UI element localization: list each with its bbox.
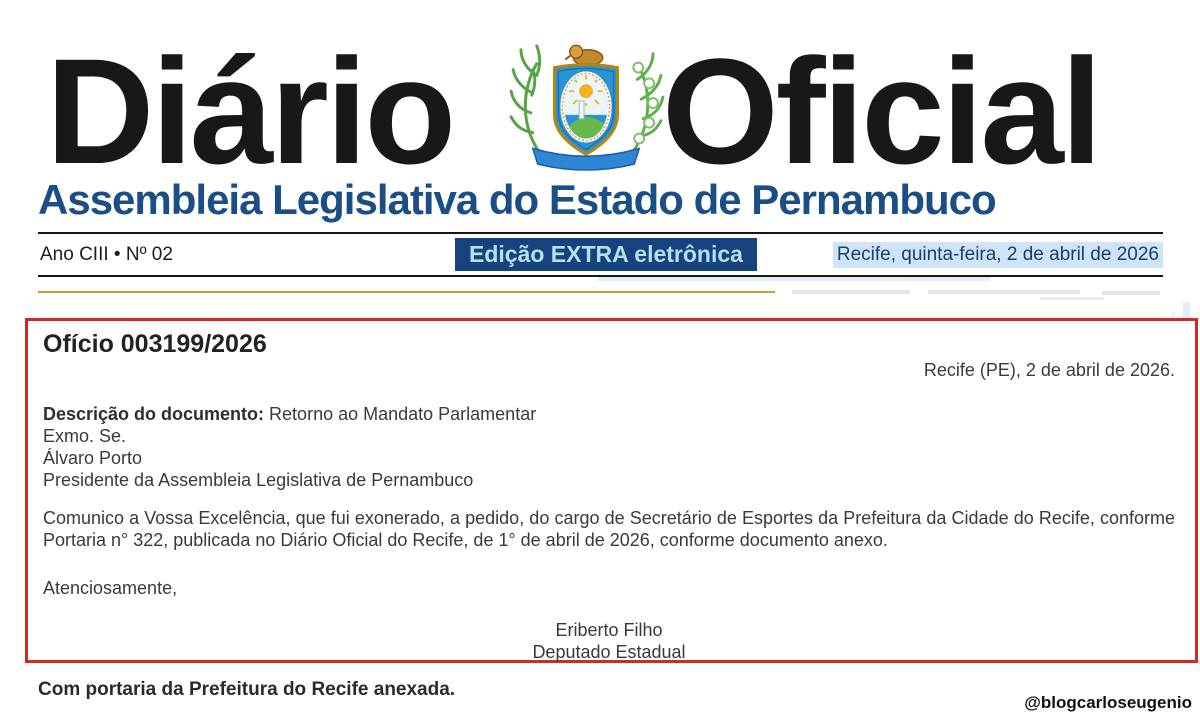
masthead-title-diario: Diário	[46, 27, 454, 195]
signature-block	[43, 619, 1175, 663]
description-line	[43, 403, 1175, 425]
masthead-title-oficial: Oficial	[662, 27, 1100, 195]
pernambuco-coat-of-arms-icon	[506, 36, 666, 174]
edition-badge: Edição EXTRA eletrônica	[455, 238, 757, 271]
background-artifact	[1040, 297, 1104, 300]
oficio-title: Ofício 003199/2026	[43, 330, 267, 358]
recipient-line: Exmo. Se.	[43, 426, 127, 446]
edition-info-bar	[38, 232, 1163, 277]
oficio-document-frame	[25, 318, 1198, 663]
oficio-body-paragraph: Comunico a Vossa Excelência, que fui exonerado, a pedido, do cargo de Secretário de Esportes da Prefeitura da Cidade do Recife, conforme Portaria n° 322, publicada no Diário Oficial do Recife, de 1° de abril de 2026, conforme documento anexo.	[43, 508, 1175, 550]
description-value: Retorno ao Mandato Parlamentar	[264, 404, 537, 424]
background-artifact	[1102, 291, 1160, 295]
attachment-note: Com portaria da Prefeitura do Recife anexada.	[38, 679, 456, 700]
recipient-line: Álvaro Porto	[43, 448, 143, 468]
recipient-line: Presidente da Assembleia Legislativa de Pernambuco	[43, 470, 474, 490]
blog-credit-handle: @blogcarloseugenio	[1024, 693, 1192, 712]
signature-title: Deputado Estadual	[532, 642, 686, 662]
recipient-block	[43, 425, 1175, 491]
signature-name: Eriberto Filho	[555, 620, 663, 640]
place-date-line: Recife (PE), 2 de abril de 2026.	[923, 360, 1175, 380]
edition-number: Ano CIII • Nº 02	[40, 243, 173, 265]
description-label: Descrição do documento:	[43, 404, 265, 424]
closing-line: Atenciosamente,	[43, 578, 178, 598]
publication-date: Recife, quinta-feira, 2 de abril de 2026	[833, 242, 1163, 268]
background-artifact	[792, 290, 910, 294]
gold-rule	[38, 291, 775, 293]
background-artifact	[928, 290, 1080, 294]
background-artifact	[598, 277, 990, 281]
masthead-subtitle: Assembleia Legislativa do Estado de Pernambuco	[38, 176, 996, 223]
